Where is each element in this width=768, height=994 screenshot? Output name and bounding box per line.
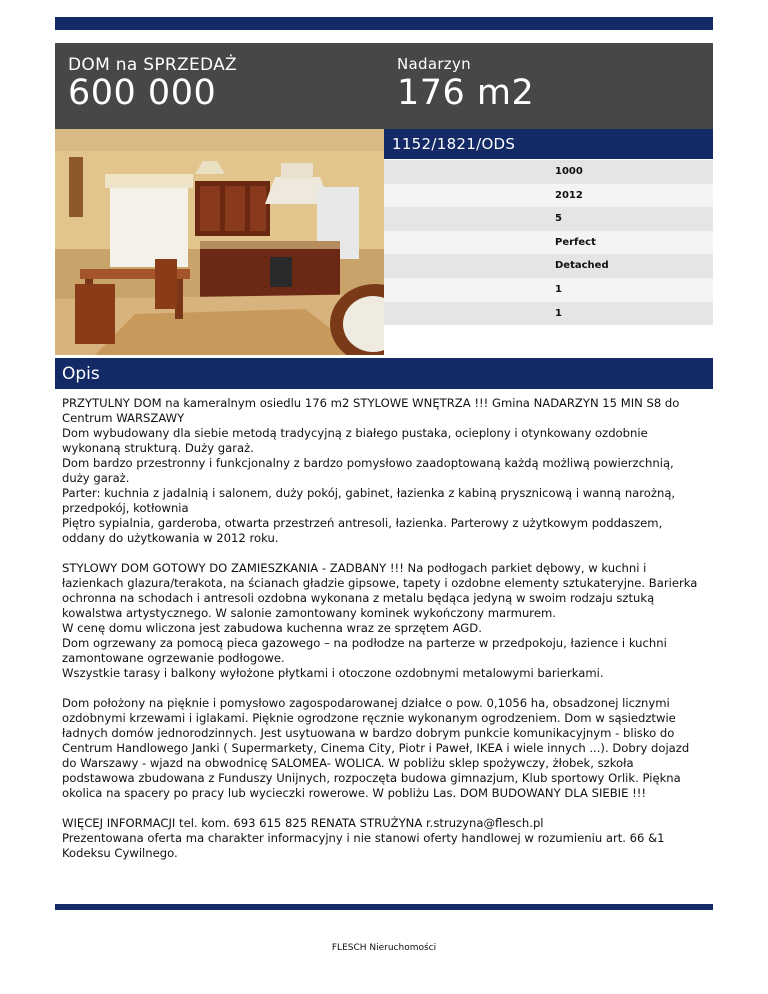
property-photo (55, 129, 384, 355)
detail-value: 5 (555, 213, 562, 225)
detail-value: 2012 (555, 189, 583, 201)
description-paragraph: STYLOWY DOM GOTOWY DO ZAMIESZKANIA - ZADBANY !!! Na podłogach parkiet dębowy, w kuchni i łazienkach glazura/terakota, na ścianach gładzie gipsowe, tapety i ozdobne elementy sztukateryjne. Barierka ochronna na schodach i antresoli ozdobna wykonana z metalu będąca jedyną w swoim rodzaju sztuką kowalstwa artystycznego. W salonie zamontowany kominek wykończony marmurem. W cenę domu wliczona jest zabudowa kuchenna wraz ze sprzętem AGD. Dom ogrzewany za pomocą pieca gazowego – na podłodze na parterze w przedpokoju, łazience i kuchni zamontowane ogrzewanie podłogowe. Wszystkie tarasy i balkony wyłożone płytkami i otoczone ozdobnymi metalowymi barierkami. (62, 561, 698, 680)
detail-row (384, 231, 713, 255)
detail-row (384, 160, 713, 184)
reference-bar (384, 129, 713, 159)
detail-row (384, 254, 713, 278)
price: 600 000 (68, 73, 217, 113)
description-heading: Opis (62, 364, 100, 384)
area-value: 176 m2 (397, 73, 535, 113)
detail-value: Detached (555, 260, 609, 272)
footer-company: FLESCH Nieruchomości (331, 943, 437, 953)
description-body (62, 396, 702, 876)
location-label: Nadarzyn (397, 55, 471, 73)
detail-row (384, 302, 713, 326)
detail-value: 1 (555, 283, 562, 295)
detail-value: 1000 (555, 166, 583, 177)
description-paragraph: WIĘCEJ INFORMACJI tel. kom. 693 615 825 RENATA STRUŻYNA r.struzyna@flesch.pl Prezentowana oferta ma charakter informacyjny i nie stanowi oferty handlowej w rozumieniu art. 66 &1 Kodeksu Cywilnego. (62, 816, 665, 860)
detail-value: 1 (555, 307, 562, 319)
detail-row (384, 207, 713, 231)
description-heading-bar (55, 358, 713, 389)
details-table (384, 160, 713, 325)
listing-header (55, 43, 713, 129)
detail-row (384, 184, 713, 208)
reference-number: 1152/1821/ODS (392, 135, 516, 153)
offer-type-label: DOM na SPRZEDAŻ (68, 55, 237, 75)
top-accent-bar (55, 17, 713, 30)
detail-value: Perfect (555, 236, 596, 248)
description-paragraph: Dom położony na pięknie i pomysłowo zagospodarowanej działce o pow. 0,1056 ha, obsadzonej licznymi ozdobnymi krzewami i iglakami. Pięknie ogrodzone ręcznie wykonanym ogrodzeniem. Dom w sąsiedztwie ładnych domów jednorodzinnych. Jest usytuowana w bardzo dobrym punkcie komunikacyjnym - blisko do Centrum Handlowego Janki ( Supermarkety, Cinema City, Piotr i Paweł, IKEA i wiele innych ...). Dobry dojazd do Warszawy - wjazd na obwodnicę SALOMEA- WOLICA. W pobliżu sklep spożywczy, żłobek, szkoła podstawowa zbudowana z Funduszy Unijnych, rozpoczęta budowa gimnazjum, Klub sportowy Orlik. Piękna okolica na spacery po pracy lub wycieczki rowerowe. W pobliżu Las. DOM BUDOWANY DLA SIEBIE !!! (62, 696, 690, 800)
description-paragraph: PRZYTULNY DOM na kameralnym osiedlu 176 m2 STYLOWE WNĘTRZA !!! Gmina NADARZYN 15 MIN S8 do Centrum WARSZAWY Dom wybudowany dla siebie metodą tradycyjną z białego pustaka, ocieplony i otynkowany ozdobnie wykonaną strukturą. Duży garaż. Dom bardzo przestronny i funkcjonalny z bardzo pomysłowo zaadoptowaną każdą możliwą powierzchnią, duży garaż. Parter: kuchnia z jadalnią i salonem, duży pokój, gabinet, łazienka z kabiną prysznicową i wanną narożną, przedpokój, kotłownia Piętro sypialnia, garderoba, otwarta przestrzeń antresoli, łazienka. Parterowy z użytkowym poddaszem, oddany do użytkowania w 2012 roku. (62, 396, 680, 545)
bottom-accent-bar (55, 904, 713, 910)
detail-row (384, 278, 713, 302)
